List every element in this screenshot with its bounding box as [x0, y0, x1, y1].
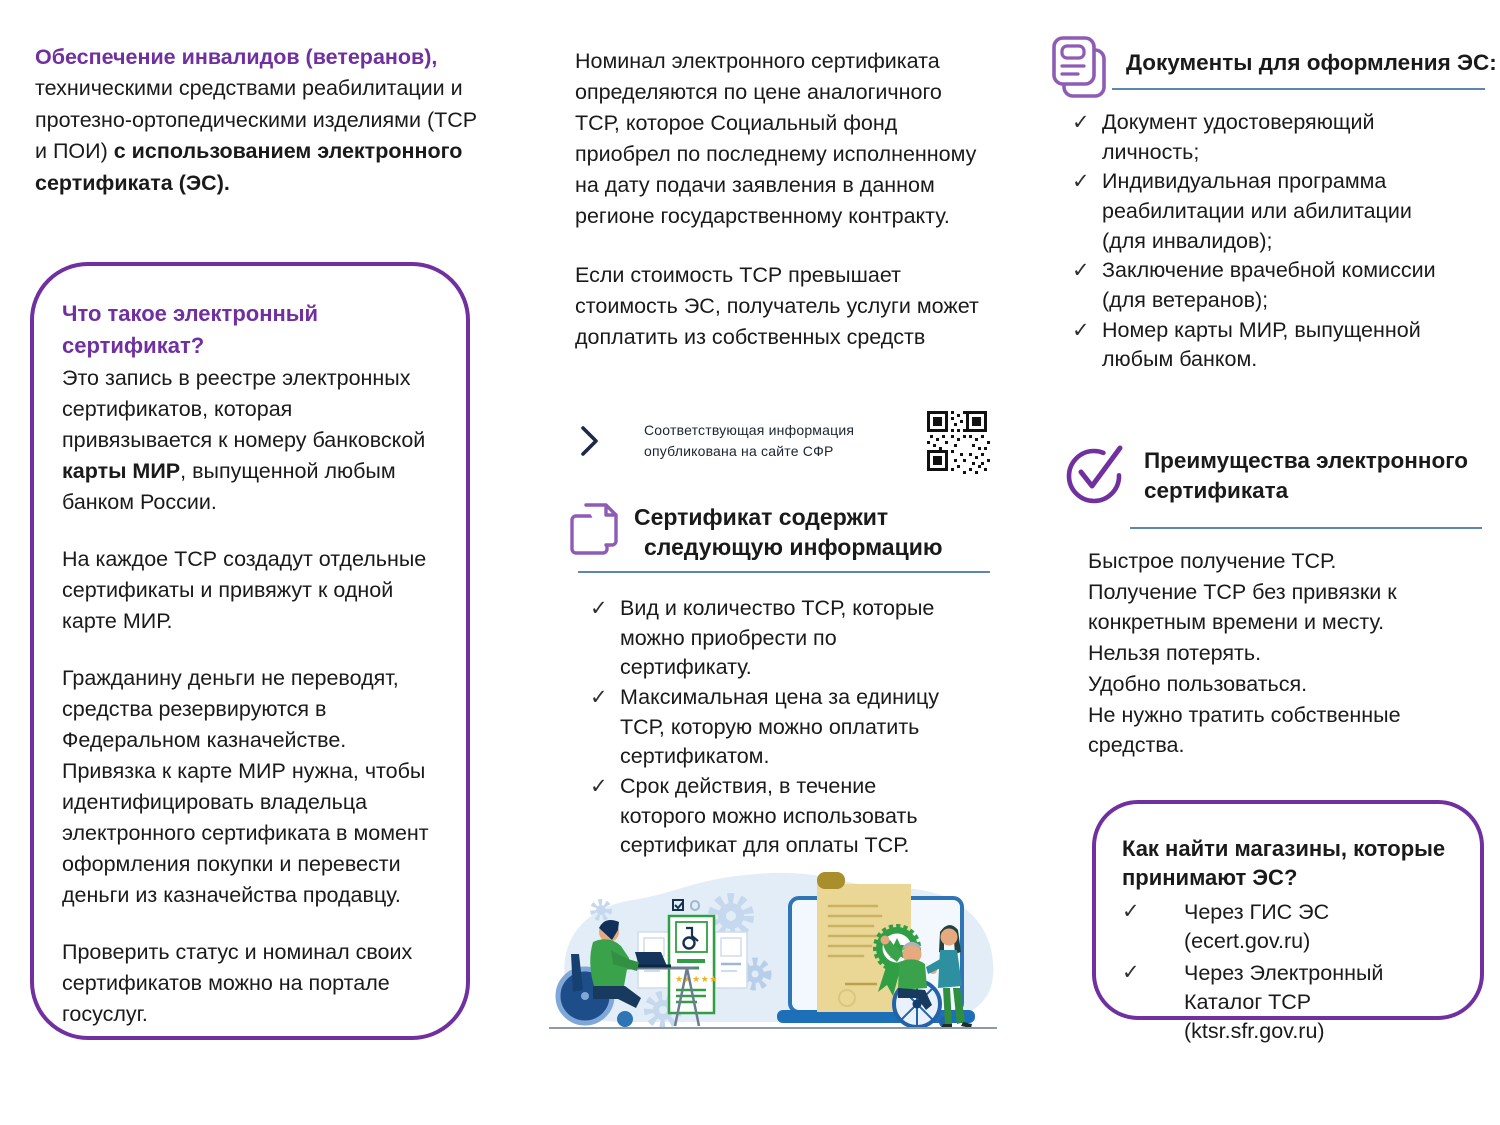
certificate-contains-header: [568, 498, 943, 563]
benefit-line: Не нужно тратить собственные средства.: [1088, 702, 1401, 758]
check-circle-icon: [1062, 438, 1128, 504]
accessibility-illustration: [545, 858, 1005, 1048]
benefits-header: [1062, 438, 1468, 505]
benefit-line: Удобно пользоваться.: [1088, 671, 1308, 696]
documents-header: [1048, 34, 1497, 100]
list-item: ✓ Индивидуальная программа реабилитации или абилитации (для инвалидов);: [1072, 169, 1412, 253]
check-icon: ✓: [590, 774, 608, 798]
benefit-line: Нельзя потерять.: [1088, 641, 1262, 666]
what-box-paragraph-2: На каждое ТСР создадут отдельные сертификаты и привяжут к одной карте МИР.: [62, 547, 427, 634]
nominal-paragraphs: [575, 46, 987, 381]
sfr-info-row: [578, 408, 990, 474]
what-box-paragraph-1: Это запись в реестре электронных сертификатов, которая привязывается к номеру банковской карты МИР, выпущенной любым банком России.: [62, 366, 426, 515]
list-item: ✓ Срок действия, в течение которого можно использовать сертификат для оплаты ТСР.: [590, 773, 918, 858]
check-icon: ✓: [590, 597, 608, 620]
benefit-line: Получение ТСР без привязки к конкретным времени и месту.: [1088, 579, 1397, 635]
list-item: ✓ Вид и количество ТСР, которые можно приобрести по сертификату.: [590, 596, 935, 680]
nominal-paragraph-1: Номинал электронного сертификата определяются по цене аналогичного ТСР, которое Социальный фонд приобрел по последнему исполненному на дату подачи заявления в данном регионе государственному контракту.: [575, 49, 977, 228]
qr-code: [924, 408, 990, 474]
intro-highlight: Обеспечение инвалидов (ветеранов),: [35, 45, 438, 69]
nominal-paragraph-2: Если стоимость ТСР превышает стоимость ЭС, получатель услуги может доплатить из собственных средств: [575, 262, 979, 349]
what-box-paragraph-3: Гражданину деньги не переводят, средства резервируются в Федеральном казначействе. Привязка к карте МИР нужна, чтобы идентифицировать владельца электронного сертификата в момент оформления покупки и перевести деньги из казначейства продавцу.: [62, 665, 429, 907]
documents-title: Документы для оформления ЭС:: [1126, 50, 1497, 75]
what-box-title: Что такое электронный сертификат?: [62, 301, 319, 358]
benefits-title-underline: [1130, 527, 1482, 529]
check-icon: ✓: [1072, 259, 1090, 283]
svg-text:★★★★★: ★★★★★: [675, 975, 718, 985]
check-icon: ✓: [1072, 170, 1090, 194]
certificate-title-underline: [578, 571, 990, 573]
certificate-contains-list: [590, 594, 962, 861]
documents-list: [1072, 108, 1472, 375]
check-icon: ✓: [1072, 318, 1090, 342]
chevron-right-icon: [578, 423, 602, 459]
intro-paragraph: [35, 42, 487, 199]
pages-icon: [568, 498, 622, 560]
benefits-title: Преимущества электронного сертификата: [1144, 448, 1469, 503]
list-item: ✓ Заключение врачебной комиссии (для ветеранов);: [1072, 258, 1436, 312]
intro-body: техническими средствами реабилитации и протезно-ортопедическими изделиями (ТСР и ПОИ) с использованием электронного сертификата (ЭС).: [35, 76, 478, 195]
certificate-contains-title: Сертификат содержит следующую информацию: [634, 504, 943, 561]
find-shops-box: [1092, 800, 1484, 1043]
list-item: ✓ Номер карты МИР, выпущенной любым банком.: [1072, 317, 1421, 372]
list-item: ✓ Документ удостоверяющий личность;: [1072, 110, 1375, 164]
what-is-certificate-box: [30, 262, 470, 1040]
list-item: ✓ Через Электронный Каталог ТСР (ktsr.sfr.gov.ru): [1122, 960, 1384, 1043]
check-icon: ✓: [590, 685, 608, 709]
check-icon: ✓: [1122, 960, 1140, 984]
find-shops-title: Как найти магазины, которые принимают ЭС?: [1122, 836, 1446, 891]
list-item: ✓ Максимальная цена за единицу ТСР, которую можно оплатить сертификатом.: [590, 684, 940, 769]
benefit-line: Быстрое получение ТСР.: [1088, 549, 1337, 573]
what-box-paragraph-4: Проверить статус и номинал своих сертификатов можно на портале госуслуг.: [62, 939, 413, 1026]
sfr-note: Соответствующая информация опубликована на сайте СФР: [644, 422, 855, 459]
list-item: ✓ Через ГИС ЭС (ecert.gov.ru): [1122, 900, 1330, 954]
check-icon: ✓: [1122, 900, 1140, 924]
find-shops-list: [1122, 898, 1458, 1046]
documents-icon: [1048, 34, 1112, 100]
check-icon: ✓: [1072, 111, 1090, 134]
benefits-list: [1088, 546, 1480, 761]
documents-title-underline: [1112, 88, 1485, 90]
